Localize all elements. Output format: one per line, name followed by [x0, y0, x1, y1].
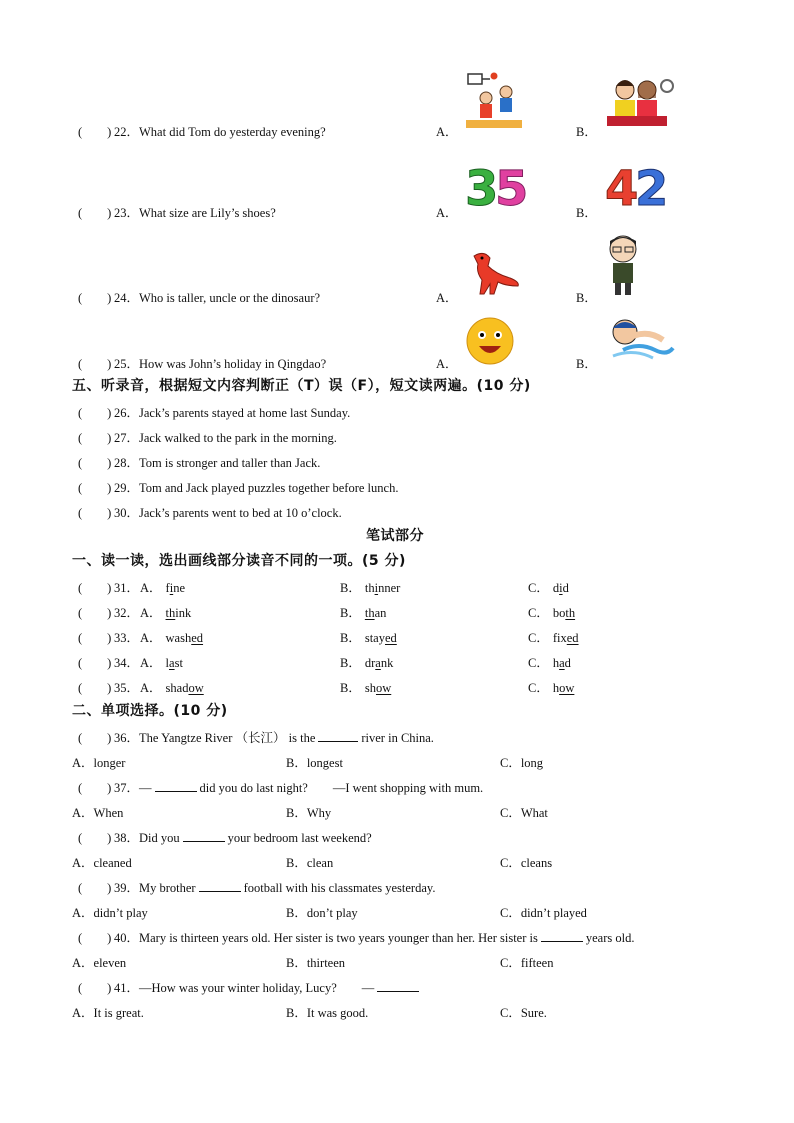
question-text	[114, 928, 634, 946]
question-part: football with his classmates yesterday.	[243, 881, 436, 895]
word-part: h	[552, 656, 560, 670]
option-label: A．	[140, 606, 162, 620]
number-42-picture	[603, 153, 669, 213]
option-b[interactable]	[340, 678, 391, 696]
choice-option[interactable]: A．It is great.	[72, 1006, 144, 1020]
question-part: did you do last night? —I went shopping with mum.	[199, 781, 484, 795]
choice-option[interactable]: B．Why	[286, 806, 332, 820]
answer-blank[interactable]	[183, 830, 225, 842]
choice-option[interactable]: C．Sure.	[500, 1006, 547, 1020]
answer-blank[interactable]	[541, 930, 583, 942]
question-part: years old.	[585, 931, 635, 945]
option-label: B．	[340, 631, 361, 645]
answer-paren[interactable]: ( )	[78, 981, 112, 995]
option-c[interactable]	[528, 603, 575, 621]
number-35-picture	[463, 153, 529, 213]
option-label: B．	[340, 606, 361, 620]
underlined-letters: ow	[188, 681, 204, 695]
question-text: 25．How was John’s holiday in Qingdao?	[114, 357, 327, 371]
question-number: 33．	[114, 631, 140, 645]
option-label: A．	[140, 581, 162, 595]
option-label: C．	[528, 606, 549, 620]
option-a[interactable]	[140, 578, 185, 596]
answer-blank[interactable]	[199, 880, 241, 892]
word-part: an	[374, 606, 387, 620]
underlined-letters: i	[169, 581, 174, 595]
option-a[interactable]	[140, 678, 204, 696]
answer-paren[interactable]: ( )	[78, 581, 112, 595]
answer-paren[interactable]: ( )	[78, 831, 112, 845]
question-text	[114, 978, 422, 996]
question-text: 24．Who is taller, uncle or the dinosaur?	[114, 291, 321, 305]
svg-text:5: 5	[495, 161, 529, 213]
question-number: 34．	[114, 656, 140, 670]
section1-title: 一、读一读，选出画线部分读音不同的一项。(5 分)	[72, 553, 406, 569]
word-part: dr	[364, 656, 376, 670]
word-part: bo	[552, 606, 566, 620]
question-part: 41．—How was your winter holiday, Lucy? —	[114, 981, 375, 995]
statement-text: 27．Jack walked to the park in the morning.	[114, 431, 337, 445]
written-part-title: 笔试部分	[366, 528, 424, 544]
option-b-label[interactable]: B．	[576, 125, 597, 139]
option-b[interactable]	[340, 628, 397, 646]
answer-paren[interactable]: ( )	[78, 656, 112, 670]
question-number: 31．	[114, 581, 140, 595]
option-label: A．	[140, 656, 162, 670]
option-b[interactable]	[340, 603, 386, 621]
option-a-label[interactable]: A．	[436, 357, 458, 371]
answer-paren[interactable]: ( )	[78, 206, 112, 220]
question-text	[114, 728, 434, 746]
word-part: d	[552, 581, 560, 595]
choice-option[interactable]: B．It was good.	[286, 1006, 369, 1020]
word-part: stay	[364, 631, 385, 645]
question-part: 38．Did you	[114, 831, 180, 845]
answer-paren[interactable]: ( )	[78, 631, 112, 645]
answer-paren[interactable]: ( )	[78, 681, 112, 695]
option-label: B．	[340, 681, 361, 695]
uncle-picture	[603, 233, 643, 299]
answer-blank[interactable]	[318, 730, 358, 742]
choice-option[interactable]: C．What	[500, 806, 548, 820]
statement-text: 29．Tom and Jack played puzzles together before lunch.	[114, 481, 399, 495]
word-part: sh	[364, 681, 376, 695]
statement-text: 28．Tom is stronger and taller than Jack.	[114, 456, 321, 470]
answer-paren[interactable]: ( )	[78, 125, 112, 139]
dinosaur-picture	[466, 248, 522, 300]
choice-option[interactable]: B．longest	[286, 756, 343, 770]
underlined-letters: i	[374, 581, 379, 595]
word-part: st	[174, 656, 183, 670]
option-a[interactable]	[140, 603, 191, 621]
underlined-letters: ow	[559, 681, 575, 695]
question-text	[114, 828, 372, 846]
option-b[interactable]	[340, 578, 400, 596]
word-part: d	[562, 581, 569, 595]
answer-paren[interactable]: ( )	[78, 357, 112, 371]
option-c[interactable]	[528, 653, 571, 671]
answer-paren[interactable]: ( )	[78, 456, 112, 470]
underlined-letters: a	[559, 656, 565, 670]
question-number: 32．	[114, 606, 140, 620]
underlined-letters: th	[165, 606, 176, 620]
option-a-label[interactable]: A．	[436, 206, 458, 220]
answer-paren[interactable]: ( )	[78, 291, 112, 305]
choice-option[interactable]: C．didn’t played	[500, 906, 587, 920]
option-b[interactable]	[340, 653, 393, 671]
answer-paren[interactable]: ( )	[78, 406, 112, 420]
choice-option[interactable]: A．cleaned	[72, 856, 132, 870]
section2-title: 二、单项选择。(10 分)	[72, 703, 228, 719]
option-c[interactable]	[528, 678, 574, 696]
question-part: your bedroom last weekend?	[227, 831, 372, 845]
answer-paren[interactable]: ( )	[78, 481, 112, 495]
question-part: river in China.	[361, 731, 434, 745]
choice-option[interactable]: C．fifteen	[500, 956, 554, 970]
option-c[interactable]	[528, 578, 569, 596]
choice-option[interactable]: B．clean	[286, 856, 334, 870]
underlined-letters: th	[565, 606, 576, 620]
option-label: B．	[340, 656, 361, 670]
svg-text:4: 4	[605, 161, 639, 213]
svg-text:3: 3	[465, 161, 499, 213]
option-label: C．	[528, 631, 549, 645]
answer-paren[interactable]: ( )	[78, 731, 112, 745]
underlined-letters: ed	[384, 631, 397, 645]
option-a[interactable]	[140, 628, 203, 646]
word-part: fix	[552, 631, 567, 645]
question-part: 40．Mary is thirteen years old. Her sister is two years younger than her. Her sister is	[114, 931, 538, 945]
statement-text: 26．Jack’s parents stayed at home last Sunday.	[114, 406, 351, 420]
option-b-label[interactable]: B．	[576, 357, 597, 371]
choice-option[interactable]: C．long	[500, 756, 544, 770]
question-part: 36．The Yangtze River （长江） is the	[114, 731, 316, 745]
choice-option[interactable]: A．longer	[72, 756, 126, 770]
underlined-letters: i	[559, 581, 563, 595]
option-a-label[interactable]: A．	[436, 291, 458, 305]
question-text	[114, 778, 483, 796]
underlined-letters: a	[375, 656, 381, 670]
option-label: C．	[528, 581, 549, 595]
answer-paren[interactable]: ( )	[78, 781, 112, 795]
question-part: 39．My brother	[114, 881, 196, 895]
answer-paren[interactable]: ( )	[78, 506, 112, 520]
question-text: 23．What size are Lily’s shoes?	[114, 206, 276, 220]
answer-paren[interactable]: ( )	[78, 881, 112, 895]
word-part: ne	[173, 581, 185, 595]
answer-paren[interactable]: ( )	[78, 931, 112, 945]
word-part: shad	[165, 681, 189, 695]
svg-text:2: 2	[635, 161, 669, 213]
word-part: wash	[165, 631, 192, 645]
question-text: 22．What did Tom do yesterday evening?	[114, 125, 326, 139]
underlined-letters: th	[364, 606, 375, 620]
option-b-label[interactable]: B．	[576, 291, 597, 305]
answer-blank[interactable]	[155, 780, 197, 792]
choice-option[interactable]: A．didn’t play	[72, 906, 148, 920]
cinema-couple-picture	[603, 72, 675, 130]
word-part: h	[552, 681, 560, 695]
happy-face-picture	[465, 316, 515, 366]
option-label: A．	[140, 681, 162, 695]
answer-paren[interactable]: ( )	[78, 431, 112, 445]
option-label: C．	[528, 656, 549, 670]
word-part: nk	[380, 656, 394, 670]
word-part: ink	[175, 606, 192, 620]
word-part: nner	[378, 581, 401, 595]
option-label: C．	[528, 681, 549, 695]
option-a-label[interactable]: A．	[436, 125, 458, 139]
underlined-letters: ow	[375, 681, 392, 695]
underlined-letters: ed	[566, 631, 579, 645]
choice-option[interactable]: C．cleans	[500, 856, 553, 870]
option-label: B．	[340, 581, 361, 595]
option-c[interactable]	[528, 628, 579, 646]
question-number: 35．	[114, 681, 140, 695]
answer-paren[interactable]: ( )	[78, 606, 112, 620]
word-part: th	[364, 581, 375, 595]
choice-option[interactable]: A．When	[72, 806, 124, 820]
question-text	[114, 878, 435, 896]
choice-option[interactable]: B．don’t play	[286, 906, 358, 920]
choice-option[interactable]: A．eleven	[72, 956, 127, 970]
statement-text: 30．Jack’s parents went to bed at 10 o’clock.	[114, 506, 342, 520]
underlined-letters: a	[169, 656, 175, 670]
basketball-players-picture	[464, 70, 524, 132]
option-a[interactable]	[140, 653, 183, 671]
swimmer-picture	[603, 312, 675, 364]
word-part: l	[165, 656, 170, 670]
word-part: d	[564, 656, 571, 670]
option-label: A．	[140, 631, 162, 645]
section5-title: 五、听录音，根据短文内容判断正（T）误（F），短文读两遍。(10 分)	[72, 378, 531, 394]
word-part: f	[165, 581, 170, 595]
underlined-letters: ed	[191, 631, 204, 645]
question-part: 37．—	[114, 781, 152, 795]
answer-blank[interactable]	[377, 980, 419, 992]
choice-option[interactable]: B．thirteen	[286, 956, 346, 970]
option-b-label[interactable]: B．	[576, 206, 597, 220]
